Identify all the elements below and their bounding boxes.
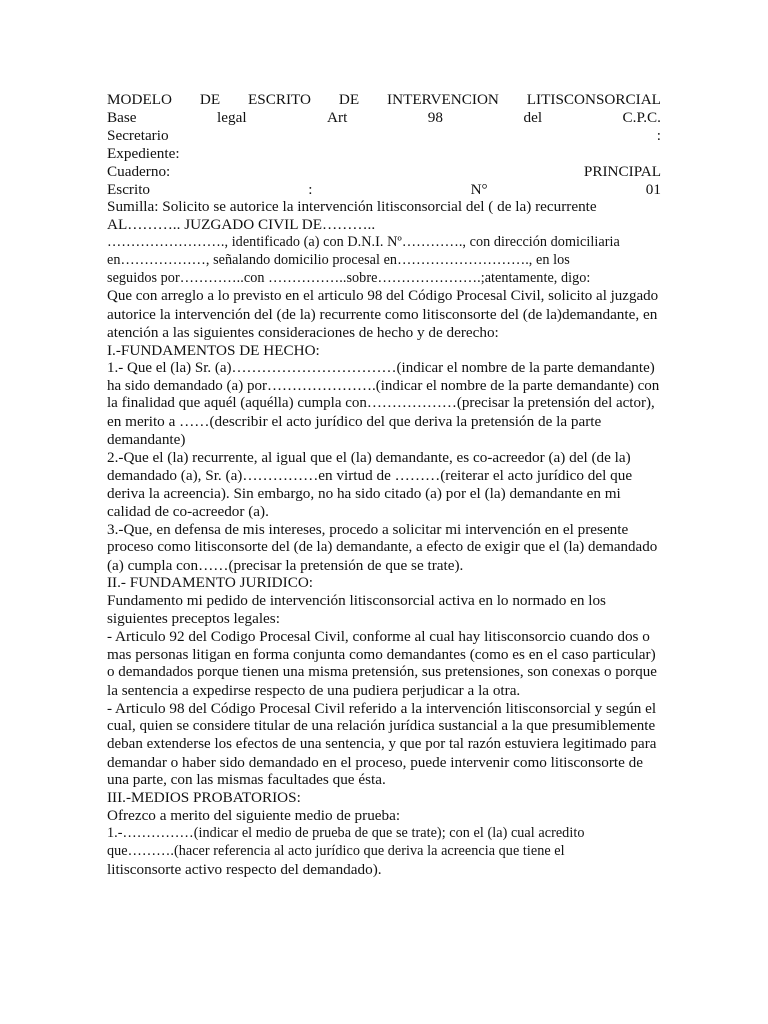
base-word: 98	[427, 108, 443, 126]
escrito-number-label: N°	[470, 180, 488, 198]
document-title	[107, 91, 661, 109]
cuaderno-line	[107, 163, 661, 181]
escrito-line	[107, 181, 661, 199]
body-line: 3.-Que, en defensa de mis intereses, procedo a solicitar mi intervención en el presente	[107, 520, 629, 538]
body-line: autorice la intervención del (de la) recurrente como litisconsorte del (de la)demandante, en	[107, 305, 658, 323]
body-line: una parte, con las mismas facultades que ésta.	[107, 771, 386, 789]
body-line: calidad de co-acreedor (a).	[107, 502, 269, 520]
secretario-line	[107, 127, 661, 145]
body-line: demandante)	[107, 431, 186, 449]
base-word: del	[523, 108, 543, 126]
body-line: 2.-Que el (la) recurrente, al igual que el (la) demandante, es co-acreedor (a) del (de la)	[107, 449, 631, 467]
section-heading: I.-FUNDAMENTOS DE HECHO:	[107, 341, 320, 359]
expediente-line: Expediente:	[107, 144, 180, 162]
document-body	[107, 216, 661, 879]
title-word: ESCRITO	[248, 91, 312, 108]
secretario-colon: :	[656, 126, 661, 144]
body-line: litisconsorte activo respecto del demandado).	[107, 860, 382, 878]
body-line: 1.- Que el (la) Sr. (a)……………………………(indicar el nombre de la parte demandante)	[107, 359, 655, 376]
body-line: - Articulo 98 del Código Procesal Civil referido a la intervención litisconsorcial y según el	[107, 699, 657, 717]
body-line: demandar o haber sido demandado en el proceso, puede intervenir como litisconsorte de	[107, 753, 644, 771]
body-line: 1.-……………(indicar el medio de prueba de que se trate); con el (la) cual acredito	[107, 825, 585, 842]
body-line: deriva la acreencia). Sin embargo, no ha sido citado (a) por el (la) demandante en mi	[107, 484, 621, 502]
sumilla-line: Sumilla: Solicito se autorice la intervención litisconsorcial del ( de la) recurrente	[107, 198, 597, 216]
title-word: INTERVENCION	[387, 91, 499, 108]
base-word: legal	[217, 108, 247, 126]
base-word: Base	[107, 108, 137, 126]
body-line: la sentencia a expedirse respecto de una pudiera perjudicar a la otra.	[107, 681, 521, 699]
base-word: C.P.C.	[622, 108, 661, 126]
body-line: que……….(hacer referencia al acto jurídico que deriva la acreencia que tiene el	[107, 843, 565, 860]
title-word: DE	[338, 91, 360, 108]
title-word: DE	[199, 91, 221, 108]
document-header	[107, 91, 661, 216]
body-line: o demandados porque tienen una misma pretensión, sus pretensiones, son conexas o porque	[107, 664, 657, 680]
body-line: atención a las siguientes consideraciones de hecho y de derecho:	[107, 323, 499, 341]
body-line: seguidos por…………..con ……………..sobre………………….;atentamente, digo:	[107, 270, 591, 287]
body-line: ha sido demandado (a) por………………….(indicar el nombre de la parte demandante) con	[107, 377, 660, 394]
escrito-colon: :	[308, 180, 313, 198]
cuaderno-value: PRINCIPAL	[583, 162, 661, 180]
body-line: proceso como litisconsorte del (de la) demandante, a efecto de exigir que el (la) demandado	[107, 538, 658, 555]
body-line: en merito a ……(describir el acto jurídico del que deriva la pretensión de la parte	[107, 413, 602, 431]
secretario-label: Secretario	[107, 126, 169, 144]
body-line: (a) cumpla con……(precisar la pretensión de que se trate).	[107, 556, 464, 574]
body-line: deban extenderse los efectos de una sentencia, y que por tal razón estuviera legitimado para	[107, 735, 657, 752]
body-line: Ofrezco a merito del siguiente medio de prueba:	[107, 807, 401, 825]
section-heading: II.- FUNDAMENTO JURIDICO:	[107, 574, 314, 592]
body-line: - Articulo 92 del Codigo Procesal Civil, conforme al cual hay litisconsorcio cuando dos o	[107, 628, 650, 646]
cuaderno-label: Cuaderno:	[107, 162, 171, 180]
body-line: demandado (a), Sr. (a)……………en virtud de ………(reiterar el acto jurídico del que	[107, 467, 633, 485]
body-line: la finalidad que aquél (aquélla) cumpla con………………(precisar la pretensión del actor),	[107, 395, 655, 412]
legal-base-line	[107, 109, 661, 127]
body-line: Que con arreglo a lo previsto en el articulo 98 del Código Procesal Civil, solicito al juzgado	[107, 287, 659, 304]
body-line: cual, quien se considere titular de una relación jurídica sustancial a la que presumiblemente	[107, 717, 656, 734]
addressee-line: AL……….. JUZGADO CIVIL DE………..	[107, 216, 376, 234]
base-word: Art	[327, 108, 348, 126]
escrito-number: 01	[645, 180, 661, 198]
section-heading: III.-MEDIOS PROBATORIOS:	[107, 789, 301, 807]
title-word: LITISCONSORCIAL	[526, 91, 661, 108]
body-line: ……………………., identificado (a) con D.N.I. Nº…………., con dirección domiciliaria	[107, 234, 620, 251]
body-line: mas personas litigan en forma conjunta como demandantes (como es en el caso particular)	[107, 646, 656, 664]
title-word: MODELO	[107, 91, 172, 108]
body-line: en………………, señalando domicilio procesal en………………………., en los	[107, 252, 570, 269]
body-line: Fundamento mi pedido de intervención litisconsorcial activa en lo normado en los	[107, 592, 606, 610]
body-line: siguientes preceptos legales:	[107, 610, 280, 628]
escrito-label: Escrito	[107, 180, 151, 198]
